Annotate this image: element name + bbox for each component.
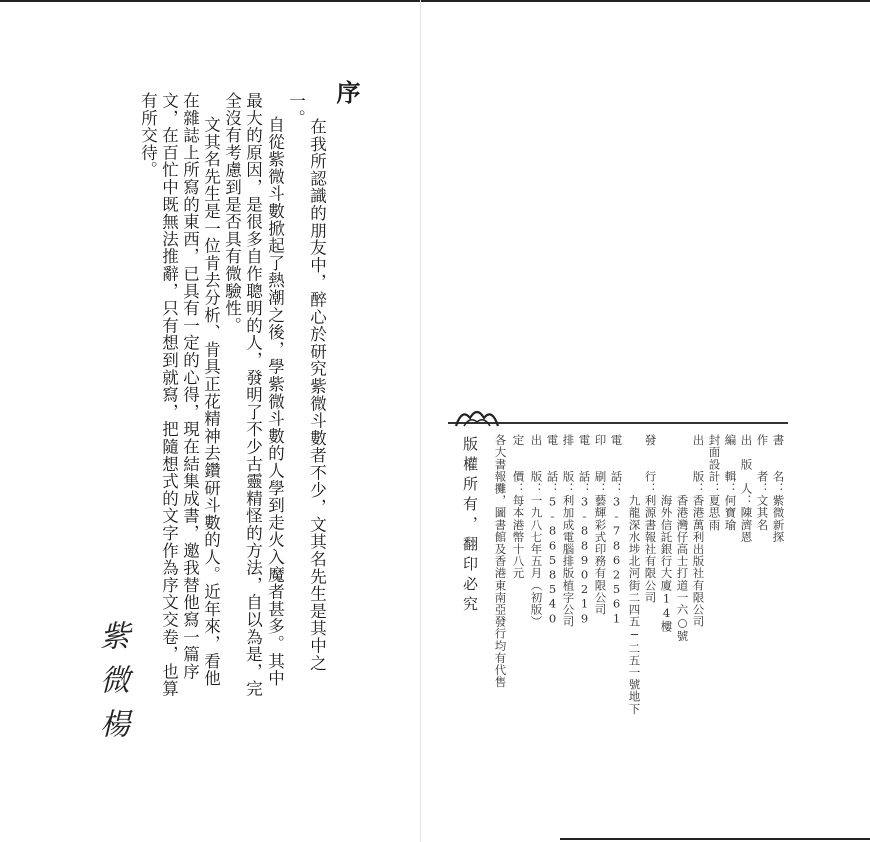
colophon-line: 書 名：紫微新探 bbox=[771, 434, 786, 543]
publisher-logo-icon bbox=[454, 404, 500, 428]
preface-title: 序 bbox=[332, 80, 361, 104]
preface-line: 一。 bbox=[286, 92, 306, 127]
preface-line: 自從紫微斗數掀起了熱潮之後，學紫微斗數的人學到走火入魔者甚多。其中 bbox=[265, 116, 285, 687]
colophon-line: 印 刷：藝輝彩式印務有限公司 bbox=[593, 434, 608, 616]
preface-line: 最大的原因，是很多自作聰明的人，發明了不少古靈精怪的方法，自以為是，完 bbox=[243, 92, 263, 698]
colophon-line: 排 版：利加成電腦排版植字公司 bbox=[561, 434, 576, 628]
preface-line: 文，在百忙中既無法推辭，只有想到就寫，把隨想式的文字作為序文交卷，也算 bbox=[159, 92, 179, 698]
colophon-line: 作 者：文其名 bbox=[755, 434, 770, 531]
preface-line: 全沒有考慮到是否具有微驗性。 bbox=[222, 92, 242, 335]
colophon-line: 編 輯：何寶瑜 bbox=[723, 434, 738, 531]
colophon-line: 各大書報攤，圖書館及香港東南亞發行均有代售 bbox=[493, 434, 508, 689]
colophon-line: 出 版：一九八七年五月（初版） bbox=[529, 434, 544, 628]
copyright-notice: 版權所有，翻印必究 bbox=[461, 436, 479, 616]
colophon-line: 發 行：利源書報社有限公司 bbox=[643, 434, 658, 604]
top-border-line bbox=[0, 0, 870, 2]
colophon-line: 封面設計：夏思雨 bbox=[707, 434, 722, 531]
colophon-line: 電 話：5-8658540 bbox=[545, 434, 560, 626]
bottom-border-line bbox=[560, 838, 870, 840]
colophon-line: 電 話：3-8890219 bbox=[577, 434, 592, 626]
colophon-line: 九龍深水埗北河街二四五─二五一號地下 bbox=[627, 434, 642, 715]
preface-line: 在我所認識的朋友中，醉心於研究紫微斗數者不少，文其名先生是其中之 bbox=[307, 118, 327, 672]
colophon-line: 出 版：香港萬利出版社有限公司 bbox=[691, 434, 706, 628]
colophon-line: 出 版 人：陳濟恩 bbox=[739, 434, 754, 543]
author-signature: 紫微楊 bbox=[94, 620, 129, 752]
colophon-line: 海外信託銀行大廈14樓 bbox=[659, 434, 674, 633]
preface-line: 在雜誌上所寫的東西，已具有一定的心得，現在結集成書，邀我替他寫一篇序 bbox=[180, 92, 200, 681]
preface-line: 文其名先生是一位肯去分析、肯具正花精神去鑽研斗數的人。近年來，看他 bbox=[201, 116, 221, 687]
colophon-line: 定 價：每本港幣十八元 bbox=[511, 434, 526, 580]
preface-line: 有所交待。 bbox=[138, 92, 158, 179]
page-fold bbox=[420, 0, 421, 842]
colophon-line: 香港灣仔高士打道一六○號 bbox=[675, 434, 690, 643]
colophon-line: 電 話：3-7862561 bbox=[609, 434, 624, 626]
